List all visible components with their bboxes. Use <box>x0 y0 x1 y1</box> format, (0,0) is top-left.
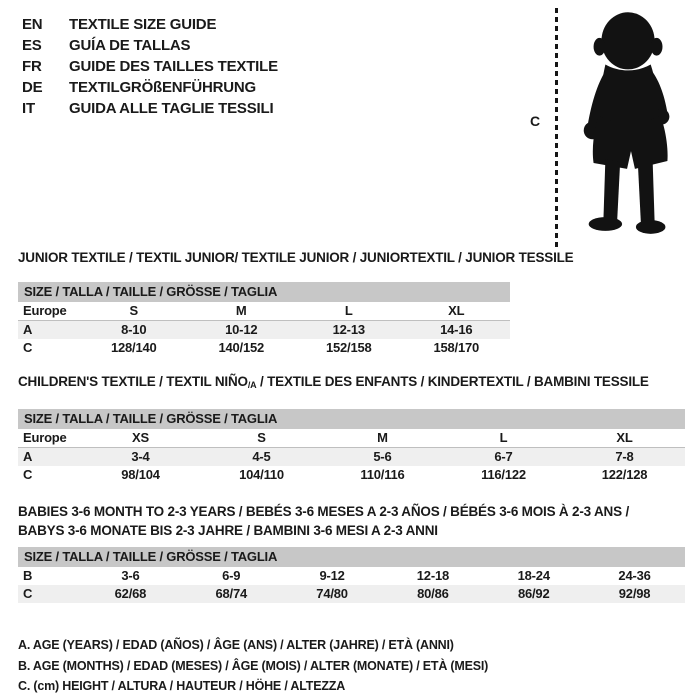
language-row-en <box>22 14 278 35</box>
row-label: B <box>23 568 33 583</box>
language-code: ES <box>22 37 42 54</box>
legend-notes <box>18 635 685 697</box>
value-cell: 7-8 <box>615 449 634 464</box>
size-tables <box>18 250 685 697</box>
language-title: TEXTILE SIZE GUIDE <box>69 16 217 33</box>
measure-c-label: C <box>530 113 540 129</box>
value-cell: 12-18 <box>416 568 450 583</box>
language-title: GUIDE DES TAILLES TEXTILE <box>69 58 278 75</box>
children-table-title <box>18 374 685 393</box>
height-measure-figure <box>524 6 696 248</box>
row-label: C <box>23 467 33 482</box>
value-cell: 110/116 <box>360 467 405 482</box>
title-line: BABIES 3-6 MONTH TO 2-3 YEARS / BEBÉS 3-6 MESES A 2-3 AÑOS / BÉBÉS 3-6 MOIS À 2-3 ANS / <box>18 504 629 519</box>
babies-table <box>18 547 685 603</box>
title-subscript: /A <box>247 380 257 390</box>
value-cell: 3-6 <box>121 568 140 583</box>
table-row-age <box>18 448 685 466</box>
language-title: GUÍA DE TALLAS <box>69 37 191 54</box>
children-section <box>18 374 685 484</box>
baby-silhouette-icon <box>566 8 694 246</box>
language-title-list <box>22 14 278 119</box>
table-row-height <box>18 466 685 484</box>
note-age-months: B. AGE (MONTHS) / EDAD (MESES) / ÂGE (MOIS) / ALTER (MONATE) / ETÀ (MESI) <box>18 658 489 673</box>
children-table <box>18 409 685 484</box>
junior-table <box>18 282 510 357</box>
row-label: C <box>23 586 33 601</box>
size-cell: L <box>344 303 353 318</box>
value-cell: 5-6 <box>373 449 392 464</box>
row-label: Europe <box>23 303 67 318</box>
table-row-months <box>18 567 685 585</box>
value-cell: 92/98 <box>618 586 651 601</box>
value-cell: 10-12 <box>225 322 258 337</box>
junior-table-title: JUNIOR TEXTILE / TEXTIL JUNIOR/ TEXTILE JUNIOR / JUNIORTEXTIL / JUNIOR TESSILE <box>18 250 574 265</box>
value-cell: 116/122 <box>481 467 526 482</box>
value-cell: 74/80 <box>316 586 348 601</box>
language-code: IT <box>22 100 35 117</box>
row-label: A <box>23 449 33 464</box>
value-cell: 8-10 <box>121 322 147 337</box>
value-cell: 158/170 <box>433 340 480 355</box>
row-label: A <box>23 322 33 337</box>
table-row-age <box>18 321 510 339</box>
value-cell: 4-5 <box>252 449 271 464</box>
size-header-band: SIZE / TALLA / TAILLE / GRÖSSE / TAGLIA <box>18 547 685 567</box>
size-header-band: SIZE / TALLA / TAILLE / GRÖSSE / TAGLIA <box>18 409 685 429</box>
value-cell: 86/92 <box>517 586 550 601</box>
size-cell: XL <box>448 303 465 318</box>
value-cell: 9-12 <box>319 568 345 583</box>
babies-section <box>18 502 685 603</box>
language-title: GUIDA ALLE TAGLIE TESSILI <box>69 100 274 117</box>
value-cell: 6-7 <box>494 449 513 464</box>
language-row-de <box>22 77 278 98</box>
value-cell: 128/140 <box>110 340 157 355</box>
language-code: FR <box>22 58 42 75</box>
size-cell: L <box>499 430 508 445</box>
title-part: / TEXTILE DES ENFANTS / KINDERTEXTIL / BAMBINI TESSILE <box>256 374 649 389</box>
language-title: TEXTILGRÖßENFÜHRUNG <box>69 79 257 96</box>
value-cell: 152/158 <box>325 340 372 355</box>
value-cell: 14-16 <box>440 322 473 337</box>
language-code: EN <box>22 16 43 33</box>
value-cell: 6-9 <box>222 568 241 583</box>
value-cell: 98/104 <box>121 467 160 482</box>
table-row-height <box>18 339 510 357</box>
table-row-europe <box>18 429 685 448</box>
value-cell: 104/110 <box>239 467 284 482</box>
value-cell: 140/152 <box>218 340 265 355</box>
size-cell: S <box>257 430 266 445</box>
size-cell: M <box>235 303 247 318</box>
title-line: BABYS 3-6 MONATE BIS 2-3 JAHRE / BAMBINI 3-6 MESI A 2-3 ANNI <box>18 523 438 538</box>
title-part: CHILDREN'S TEXTILE / TEXTIL NIÑO <box>18 374 248 389</box>
value-cell: 122/128 <box>601 467 648 482</box>
babies-table-title <box>18 502 685 540</box>
language-row-it <box>22 98 278 119</box>
row-label: C <box>23 340 33 355</box>
junior-section <box>18 250 685 357</box>
height-dashed-line <box>555 8 558 248</box>
language-row-fr <box>22 56 278 77</box>
value-cell: 62/68 <box>114 586 147 601</box>
size-header-band: SIZE / TALLA / TAILLE / GRÖSSE / TAGLIA <box>18 282 510 302</box>
note-height: C. (cm) HEIGHT / ALTURA / HAUTEUR / HÖHE / ALTEZZA <box>18 679 346 693</box>
size-cell: S <box>129 303 138 318</box>
table-row-height <box>18 585 685 603</box>
note-age-years: A. AGE (YEARS) / EDAD (AÑOS) / ÂGE (ANS) / ALTER (JAHRE) / ETÀ (ANNI) <box>18 638 454 652</box>
value-cell: 68/74 <box>215 586 248 601</box>
row-label: Europe <box>23 430 67 445</box>
value-cell: 18-24 <box>517 568 550 583</box>
value-cell: 80/86 <box>417 586 449 601</box>
size-cell: XS <box>132 430 149 445</box>
language-code: DE <box>22 79 43 96</box>
value-cell: 24-36 <box>618 568 651 583</box>
language-row-es <box>22 35 278 56</box>
table-row-europe <box>18 302 510 321</box>
size-cell: XL <box>616 430 633 445</box>
size-cell: M <box>377 430 388 445</box>
value-cell: 3-4 <box>131 449 150 464</box>
value-cell: 12-13 <box>332 322 365 337</box>
